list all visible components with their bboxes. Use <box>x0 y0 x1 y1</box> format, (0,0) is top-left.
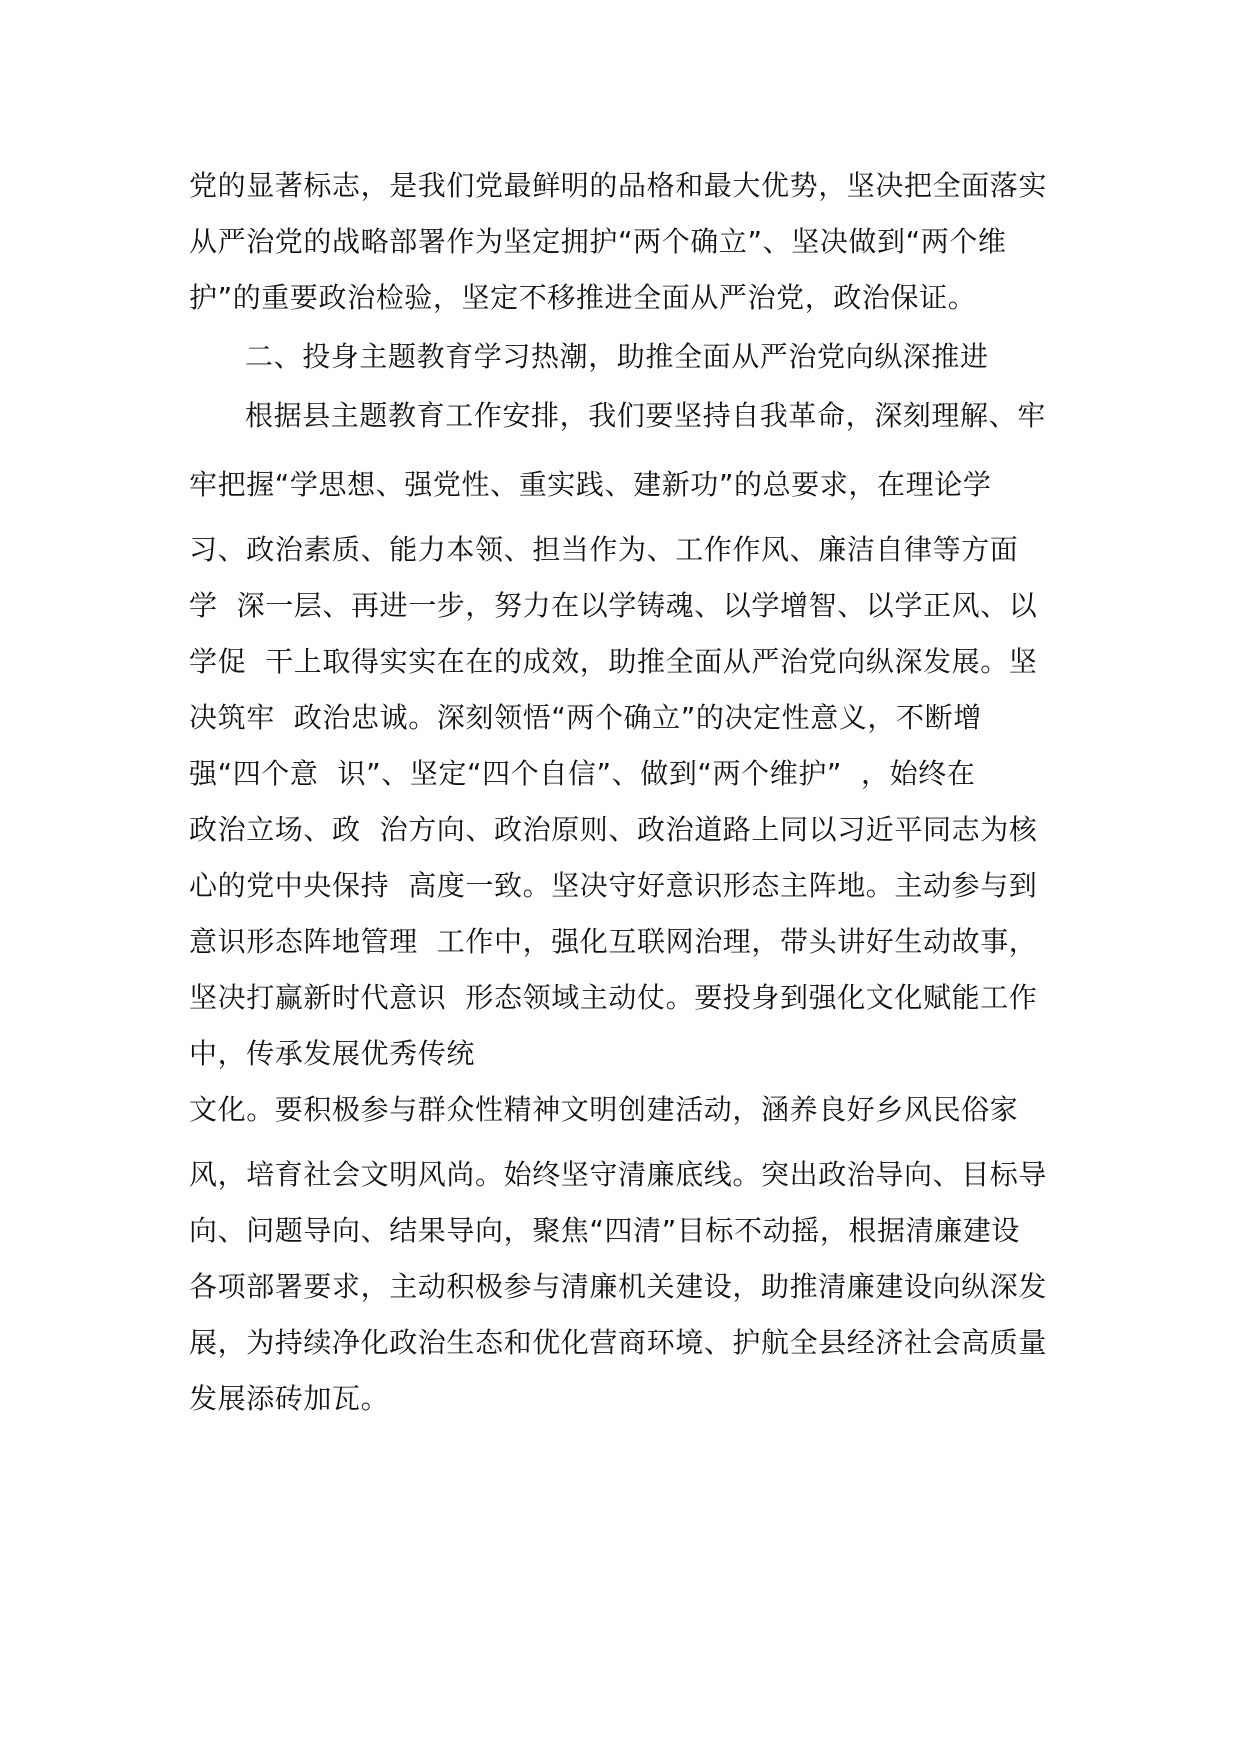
paragraph-line: 政治立场、政 治方向、政治原则、政治道路上同以习近平同志为核 <box>189 813 1038 846</box>
paragraph-line: 党的显著标志，是我们党最鲜明的品格和最大优势，坚决把全面落实 <box>189 169 1048 202</box>
paragraph-line: 护”的重要政治检验，坚定不移推进全面从严治党，政治保证。 <box>189 281 977 314</box>
paragraph-line: 牢把握“学思想、强党性、重实践、建新功”的总要求，在理论学 <box>189 468 992 501</box>
document-body <box>189 158 1049 1427</box>
paragraph-line: 从严治党的战略部署作为坚定拥护“两个确立”、坚决做到“两个维 <box>189 225 1007 258</box>
paragraph-line: 坚决打赢新时代意识 形态领域主动仗。要投身到强化文化赋能工作 <box>189 981 1038 1014</box>
paragraph-line: 发展添砖加瓦。 <box>189 1382 390 1415</box>
paragraph-line: 习、政治素质、能力本领、担当作为、工作作风、廉洁自律等方面 <box>189 533 1019 566</box>
paragraph-line: 意识形态阵地管理 工作中，强化互联网治理，带头讲好生动故事， <box>189 925 1038 958</box>
paragraph-line: 文化。要积极参与群众性精神文明创建活动，涵养良好乡风民俗家 <box>189 1093 1019 1126</box>
paragraph-line: 根据县主题教育工作安排，我们要坚持自我革命，深刻理解、牢 <box>245 399 1046 432</box>
paragraph-line: 中，传承发展优秀传统 <box>189 1037 476 1070</box>
section-heading: 二、投身主题教育学习热潮，助推全面从严治党向纵深推进 <box>245 340 989 373</box>
paragraph-line: 风，培育社会文明风尚。始终坚守清廉底线。突出政治导向、目标导 <box>189 1158 1048 1191</box>
paragraph-line: 各项部署要求，主动积极参与清廉机关建设，助推清廉建设向纵深发 <box>189 1270 1048 1303</box>
paragraph-line: 学促 干上取得实实在在的成效，助推全面从严治党向纵深发展。坚 <box>189 645 1038 678</box>
paragraph-line: 决筑牢 政治忠诚。深刻领悟“两个确立”的决定性意义，不断增 <box>189 701 982 734</box>
paragraph-line: 心的党中央保持 高度一致。坚决守好意识形态主阵地。主动参与到 <box>189 869 1038 902</box>
paragraph-line: 强“四个意 识”、坚定“四个自信”、做到“两个维护” ，始终在 <box>189 757 976 790</box>
paragraph-line: 学 深一层、再进一步，努力在以学铸魂、以学增智、以学正风、以 <box>189 589 1038 622</box>
paragraph-line: 向、问题导向、结果导向，聚焦“四清”目标不动摇，根据清廉建设 <box>189 1214 1021 1247</box>
paragraph-line: 展，为持续净化政治生态和优化营商环境、护航全县经济社会高质量 <box>189 1326 1048 1359</box>
